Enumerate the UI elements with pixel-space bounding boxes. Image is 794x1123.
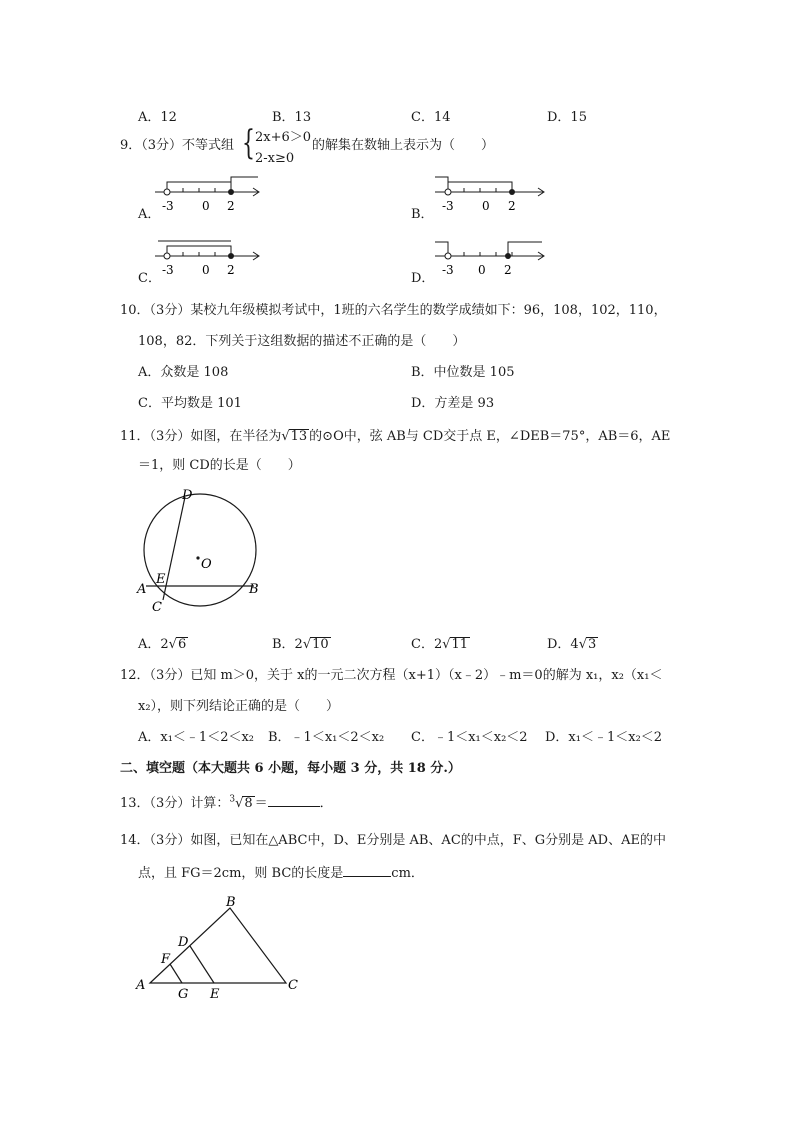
q14-triangle-figure <box>130 890 310 1005</box>
q9-label-a: A． <box>138 207 161 222</box>
svg-text:0: 0 <box>202 263 210 277</box>
label-b: B <box>249 582 259 597</box>
q9-label-d: D． <box>411 271 435 286</box>
q9-ineq2: 2-x≥0 <box>255 151 295 166</box>
section2-heading: 二、填空题（本大题共 6 小题，每小题 3 分，共 18 分.） <box>120 761 461 776</box>
q9-prefix: 9．（3分）不等式组 <box>120 138 235 153</box>
label-g: G <box>178 987 189 1002</box>
label-b: B <box>226 895 236 910</box>
q9-ineq1: 2x+6＞0 <box>255 130 312 145</box>
q12-option-a: A．x₁＜﹣1＜2＜x₂ <box>138 730 255 745</box>
q11-option-c: C．2√11 <box>411 637 469 652</box>
q9-number-line-d <box>430 236 550 286</box>
tick-0: 0 <box>202 199 210 213</box>
svg-text:-3: -3 <box>442 199 454 213</box>
label-d: D <box>182 488 193 503</box>
q10-option-d: D．方差是 93 <box>411 396 495 411</box>
label-a: A <box>137 582 147 597</box>
q13-root-index: 3 <box>229 794 236 805</box>
svg-text:2: 2 <box>227 263 235 277</box>
q13-answer-blank <box>268 794 320 807</box>
q12-line2: x₂），则下列结论正确的是（ ） <box>138 699 340 714</box>
svg-text:0: 0 <box>478 263 486 277</box>
tick-2: 2 <box>227 199 235 213</box>
q11-option-a: A．2√6 <box>138 637 187 652</box>
q9-number-line-c <box>150 236 265 286</box>
q8-option-c: C．14 <box>411 110 451 125</box>
q12-option-b: B．﹣1＜x₁＜2＜x₂ <box>268 730 385 745</box>
q8-option-b: B．13 <box>272 110 312 125</box>
q14-answer-blank <box>343 864 391 877</box>
svg-text:2: 2 <box>508 199 516 213</box>
q8-option-d: D．15 <box>547 110 587 125</box>
tick-neg3: -3 <box>162 199 174 213</box>
label-a: A <box>136 978 146 993</box>
q9-number-line-b <box>430 172 550 222</box>
q11-circle-figure <box>130 484 270 624</box>
q10-option-c: C．平均数是 101 <box>138 396 242 411</box>
q10-option-b: B．中位数是 105 <box>411 365 515 380</box>
q9-suffix: 的解集在数轴上表示为（ ） <box>312 138 495 153</box>
q10-line2: 108，82．下列关于这组数据的描述不正确的是（ ） <box>138 334 466 349</box>
q11-option-d: D．4√3 <box>547 637 597 652</box>
label-c: C <box>152 600 162 615</box>
label-e: E <box>156 572 166 587</box>
label-c: C <box>288 978 298 993</box>
label-o: O <box>201 557 212 572</box>
q12-option-d: D．x₁＜﹣1＜x₂＜2 <box>545 730 663 745</box>
q11-line2: ＝1，则 CD的长是（ ） <box>138 458 301 473</box>
q14-line2: 点，且 FG＝2cm，则 BC的长度是 cm． <box>138 866 424 881</box>
label-d: D <box>178 935 189 950</box>
svg-text:0: 0 <box>482 199 490 213</box>
q11-radicand: 13 <box>290 429 308 444</box>
q9-brace: { <box>242 123 255 163</box>
q9-label-c: C． <box>138 271 161 286</box>
q9-number-line-a <box>150 172 265 222</box>
q8-option-a: A．12 <box>138 110 177 125</box>
svg-text:-3: -3 <box>162 263 174 277</box>
q11-line1: 11．（3分）如图，在半径为√13 的⊙O中，弦 AB与 CD交于点 E，∠DEB＝75°，AB＝6，AE <box>120 429 671 444</box>
svg-text:2: 2 <box>504 263 512 277</box>
q11-option-b: B．2√10 <box>272 637 329 652</box>
q13-line: 13．（3分）计算：$^3$√8 ＝ ． <box>120 794 333 811</box>
q12-line1: 12．（3分）已知 m＞0，关于 x的一元二次方程（x+1）（x﹣2）﹣m＝0的解为 x₁，x₂（x₁＜ <box>120 668 663 683</box>
q9-label-b: B． <box>411 207 434 222</box>
q12-option-c: C．﹣1＜x₁＜x₂＜2 <box>411 730 528 745</box>
label-e: E <box>210 987 220 1002</box>
q10-line1: 10．（3分）某校九年级模拟考试中，1班的六名学生的数学成绩如下：96，108，102，110， <box>120 303 667 318</box>
q14-line1: 14．（3分）如图，已知在△ABC中，D、E分别是 AB、AC的中点，F、G分别是 AD、AE的中 <box>120 833 666 848</box>
label-f: F <box>161 952 171 967</box>
q13-radicand: 8 <box>244 796 253 811</box>
q10-option-a: A．众数是 108 <box>138 365 229 380</box>
svg-text:-3: -3 <box>442 263 454 277</box>
